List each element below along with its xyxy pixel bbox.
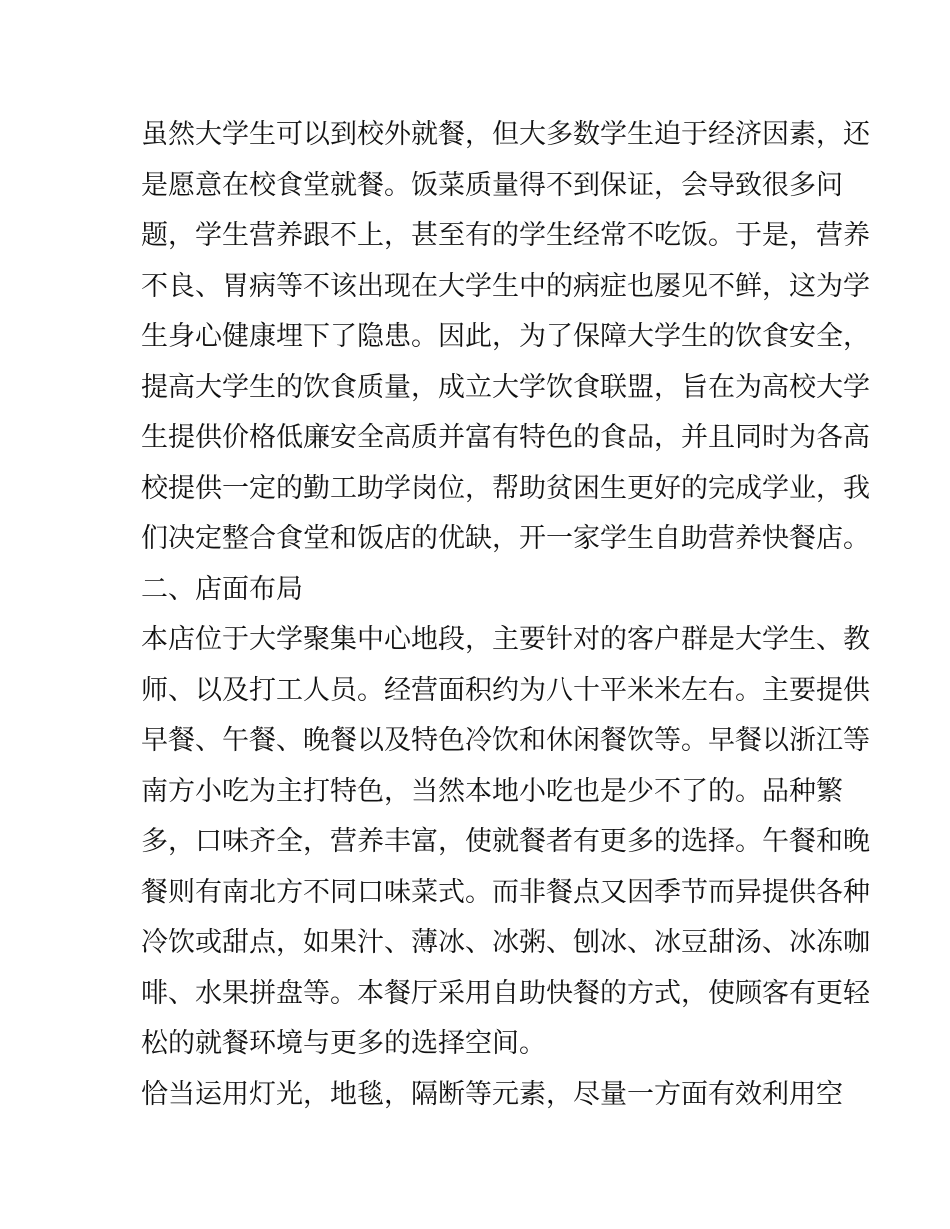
text-line: 生提供价格低廉安全高质并富有特色的食品，并且同时为各高 xyxy=(141,422,870,453)
text-line: 恰当运用灯光，地毯，隔断等元素，尽量一方面有效利用空 xyxy=(141,1078,843,1110)
text-line: 生身心健康埋下了隐患。因此，为了保障大学生的饮食安全， xyxy=(141,321,870,352)
body-text xyxy=(141,110,870,1120)
text-line: 早餐、午餐、晚餐以及特色冷饮和休闲餐饮等。早餐以浙江等 xyxy=(141,725,870,756)
text-line: 虽然大学生可以到校外就餐，但大多数学生迫于经济因素，还 xyxy=(141,119,870,150)
text-line: 是愿意在校食堂就餐。饭菜质量得不到保证，会导致很多问 xyxy=(141,169,843,201)
text-line: 提高大学生的饮食质量，成立大学饮食联盟，旨在为高校大学 xyxy=(141,371,870,403)
text-line: 不良、胃病等不该出现在大学生中的病症也屡见不鲜，这为学 xyxy=(141,270,870,302)
text-line: 餐则有南北方不同口味菜式。而非餐点又因季节而异提供各种 xyxy=(141,876,870,908)
text-line: 南方小吃为主打特色，当然本地小吃也是少不了的。品种繁 xyxy=(141,775,843,807)
text-line: 师、以及打工人员。经营面积约为八十平米米左右。主要提供 xyxy=(141,674,870,706)
text-line: 们决定整合食堂和饭店的优缺，开一家学生自助营养快餐店。 xyxy=(141,523,870,554)
section-heading: 二、店面布局 xyxy=(141,573,303,605)
text-line: 啡、水果拼盘等。本餐厅采用自助快餐的方式，使顾客有更轻 xyxy=(141,977,870,1009)
text-line: 题，学生营养跟不上，甚至有的学生经常不吃饭。于是，营养 xyxy=(141,220,870,251)
text-line: 冷饮或甜点，如果汁、薄冰、冰粥、刨冰、冰豆甜汤、冰冻咖 xyxy=(141,927,870,958)
text-line: 本店位于大学聚集中心地段，主要针对的客户群是大学生、教 xyxy=(141,624,870,655)
text-line: 多，口味齐全，营养丰富，使就餐者有更多的选择。午餐和晚 xyxy=(141,826,870,857)
text-line: 校提供一定的勤工助学岗位，帮助贫困生更好的完成学业，我 xyxy=(141,472,870,504)
text-line: 松的就餐环境与更多的选择空间。 xyxy=(141,1028,546,1059)
